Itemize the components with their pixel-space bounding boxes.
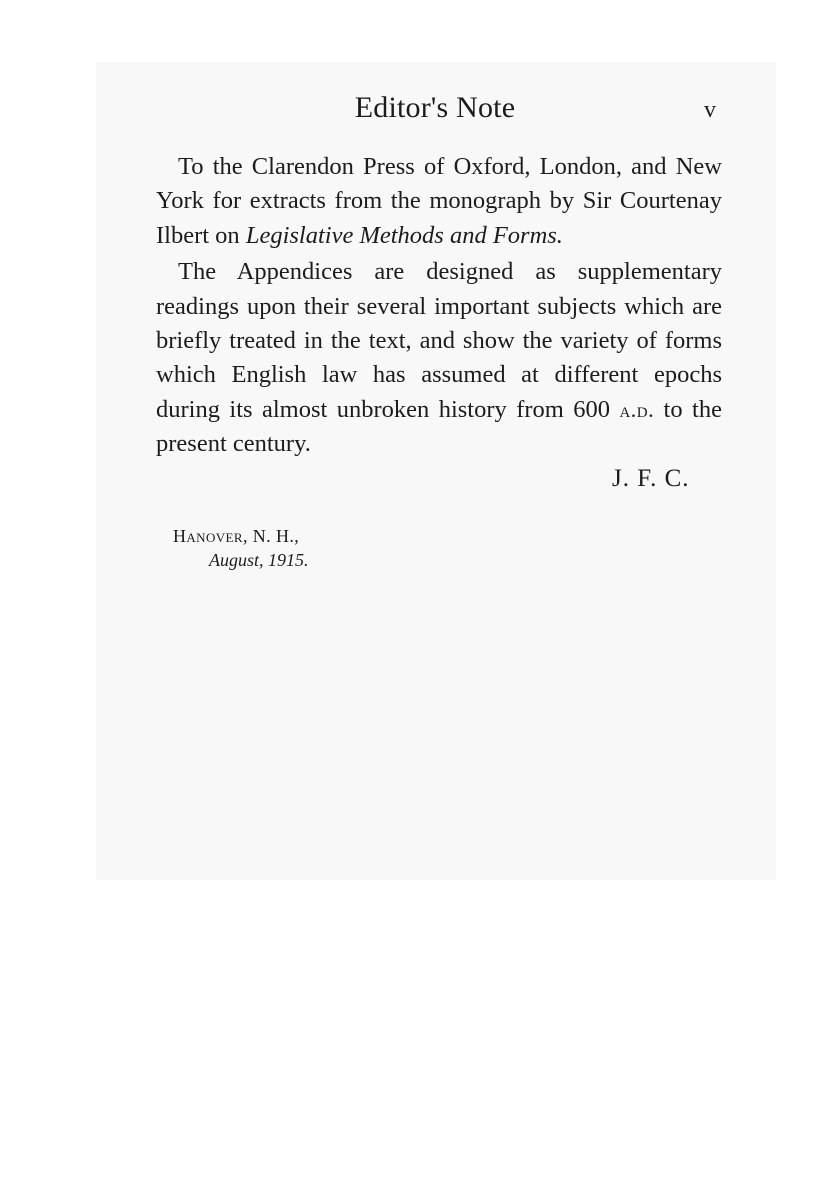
dateline-place: Hanover, N. H., [173, 526, 300, 546]
body-text [156, 150, 722, 462]
page-number: v [704, 97, 716, 123]
page-header [0, 88, 840, 128]
paragraph-1-text: To the Clarendon Press of Oxford, London, and New York for extracts from the monograph by Sir Courtenay Ilbert on [156, 153, 722, 249]
paragraph-2-text: The Appendices are designed as supplementary readings upon their several important subjects which are briefly treated in the text, and show the variety of forms which English law has assumed at different epochs during its almost unbroken history from 600 [156, 258, 722, 423]
book-title: Legislative Methods and Forms. [245, 221, 563, 249]
dateline [173, 524, 309, 572]
running-title: Editor's Note [354, 91, 516, 124]
paragraph-acknowledgement [156, 150, 722, 253]
paragraph-appendices [156, 255, 722, 461]
era-abbreviation: a.d. [619, 396, 655, 422]
paragraph-2-ending: to the present century. [156, 395, 722, 458]
dateline-date: August, 1915. [209, 550, 309, 570]
editor-initials: J. F. C. [612, 465, 690, 492]
